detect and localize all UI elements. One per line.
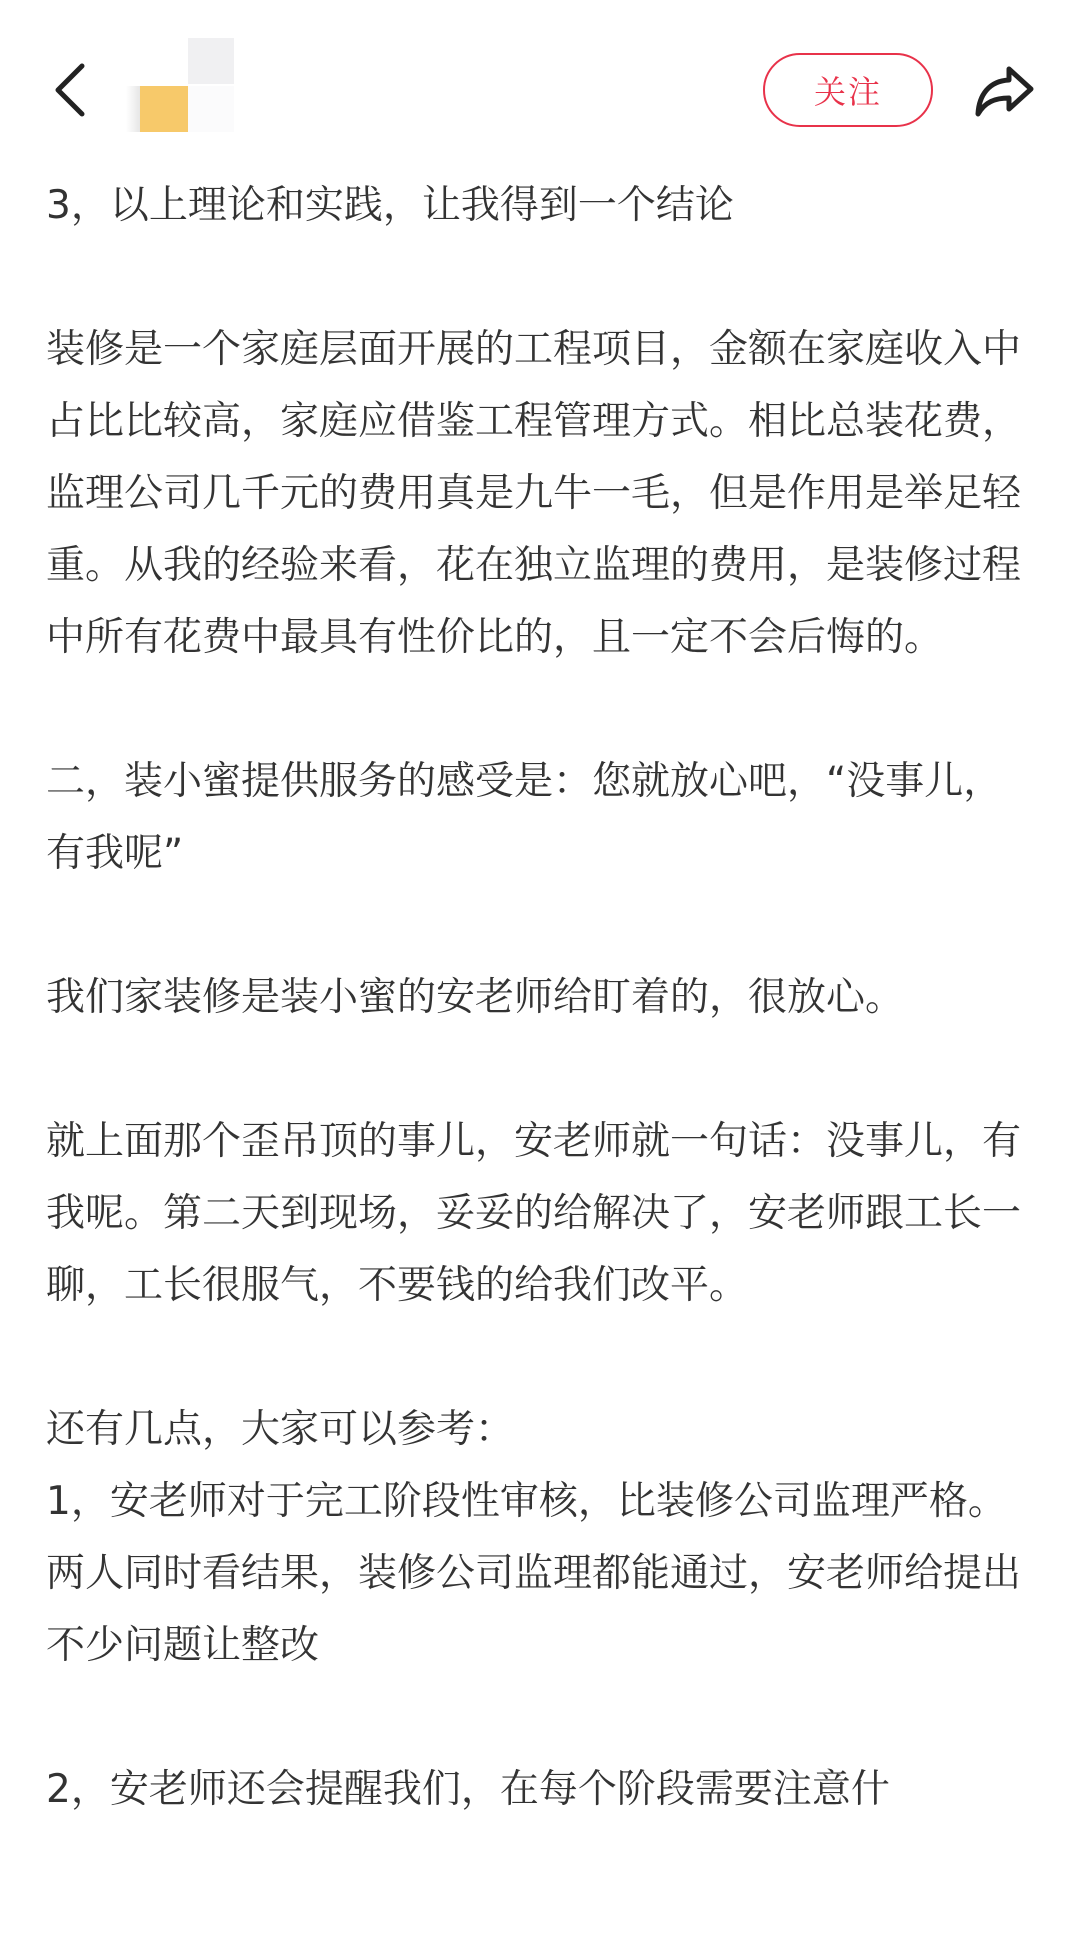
paragraph-ceiling-fix: 就上面那个歪吊顶的事儿，安老师就一句话：没事儿，有我呢。第二天到现场，妥妥的给解决了，安老师跟工长一聊，工长很服气，不要钱的给我们改平。	[46, 1119, 1022, 1308]
paragraph-tips-intro: 还有几点，大家可以参考：	[46, 1407, 515, 1452]
author-avatar[interactable]	[140, 38, 236, 134]
paragraph-supervisor: 我们家装修是装小蜜的安老师给盯着的，很放心。	[46, 975, 905, 1020]
paragraph-conclusion: 装修是一个家庭层面开展的工程项目，金额在家庭收入中占比比较高，家庭应借鉴工程管理方式。相比总装花费，监理公司几千元的费用真是九牛一毛，但是作用是举足轻重。从我的经验来看，花在独立监理的费用，是装修过程中所有花费中最具有性价比的，且一定不会后悔的。	[46, 327, 1022, 660]
chevron-left-icon	[50, 60, 90, 120]
share-arrow-icon	[973, 61, 1037, 121]
paragraph-section-two-heading: 二，装小蜜提供服务的感受是：您就放心吧，“没事儿，有我呢”	[46, 759, 1003, 876]
top-bar	[0, 0, 1080, 170]
article-body	[46, 170, 1036, 1898]
follow-button[interactable]: 关注	[763, 53, 933, 127]
paragraph-tip-one: 1，安老师对于完工阶段性审核，比装修公司监理严格。两人同时看结果，装修公司监理都能通过，安老师给提出不少问题让整改	[46, 1479, 1022, 1668]
share-button[interactable]	[970, 58, 1040, 124]
paragraph-conclusion-heading: 3，以上理论和实践，让我得到一个结论	[46, 183, 734, 228]
paragraph-tip-two: 2，安老师还会提醒我们，在每个阶段需要注意什	[46, 1767, 890, 1812]
back-button[interactable]	[40, 55, 100, 125]
